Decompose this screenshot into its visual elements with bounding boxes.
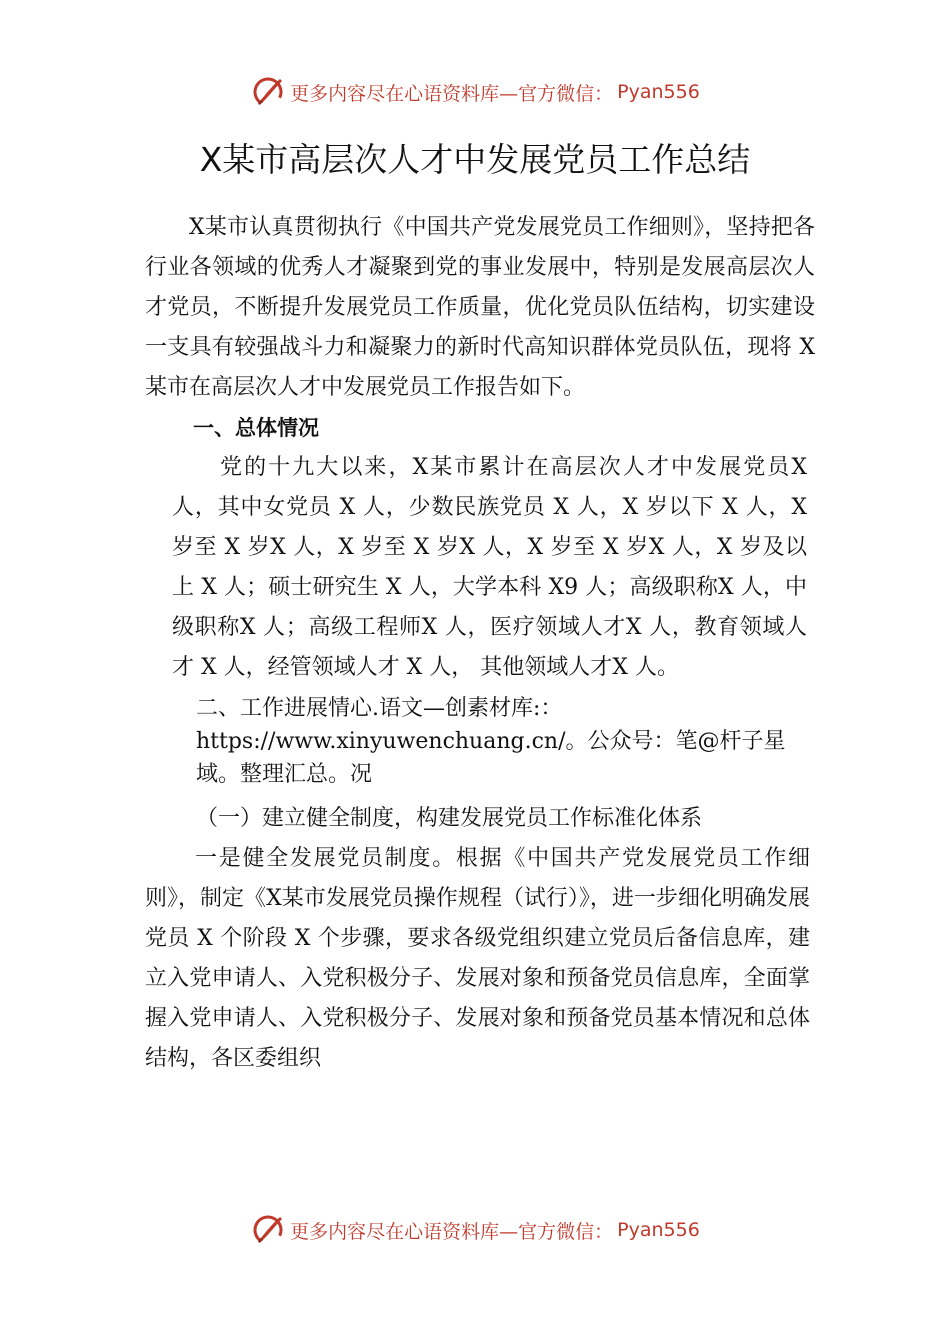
header-banner-text: 更多内容尽在心语资料库—官方微信： — [290, 82, 614, 105]
intro-paragraph: X某市认真贯彻执行《中国共产党发展党员工作细则》，坚持把各行业各领域的优秀人才凝聚到党的事业发展中，特别是发展高层次人才党员，不断提升发展党员工作质量，优化党员队伍结构，切实建设一支具有较强战斗力和凝聚力的新时代高知识群体党员队伍，现将 X某市在高层次人才中发展党员工作报告如下。 — [145, 215, 815, 400]
document-body — [0, 208, 950, 1079]
subsection-1-paragraph: 一是健全发展党员制度。根据《中国共产党发展党员工作细则》，制定《X某市发展党员操作规程（试行）》，进一步细化明确发展党员 X 个阶段 X 个步骤，要求各级党组织建立党员后备信息库，建立入党申请人、入党积极分子、发展对象和预备党员信息库，全面掌握入党申请人、入党积极分子、发展对象和预备党员基本情况和总体结构，各区委组织 — [145, 846, 810, 1071]
footer-banner-wechat-id: Pyan556 — [617, 1219, 700, 1241]
footer-banner-content — [250, 1212, 700, 1248]
section-1-heading: 一、总体情况 — [193, 416, 319, 440]
header-banner-content — [250, 74, 700, 110]
brush-pen-logo-icon — [250, 74, 286, 110]
brush-pen-logo-icon — [250, 1212, 286, 1248]
header-banner-wechat-id: Pyan556 — [617, 81, 700, 103]
footer-banner — [0, 1210, 950, 1250]
footer-banner-text: 更多内容尽在心语资料库—官方微信： — [290, 1220, 614, 1243]
section-1-paragraph: 党的十九大以来，X某市累计在高层次人才中发展党员X 人，其中女党员 X 人，少数民族党员 X 人，X 岁以下 X 人，X 岁至 X 岁X 人，X 岁至 X 岁X 人，X 岁至 X 岁X 人，X 岁及以上 X 人；硕士研究生 X 人，大学本科 X9 人；高级职称X 人，中级职称X 人；高级工程师X 人，医疗领域人才X 人，教育领域人才 X 人，经管领域人才 X 人， 其他领域人才X 人。 — [172, 455, 807, 680]
section-2-heading: 二、工作进展情心.语文—创素材库:：https://www.xinyuwenchuang.cn/。公众号：笔@杆子星域。整理汇总。况 — [196, 696, 786, 787]
header-banner — [0, 72, 950, 112]
document-title: X某市高层次人才中发展党员工作总结 — [199, 140, 751, 179]
subsection-1-heading: （一）建立健全制度，构建发展党员工作标准化体系 — [196, 806, 703, 831]
